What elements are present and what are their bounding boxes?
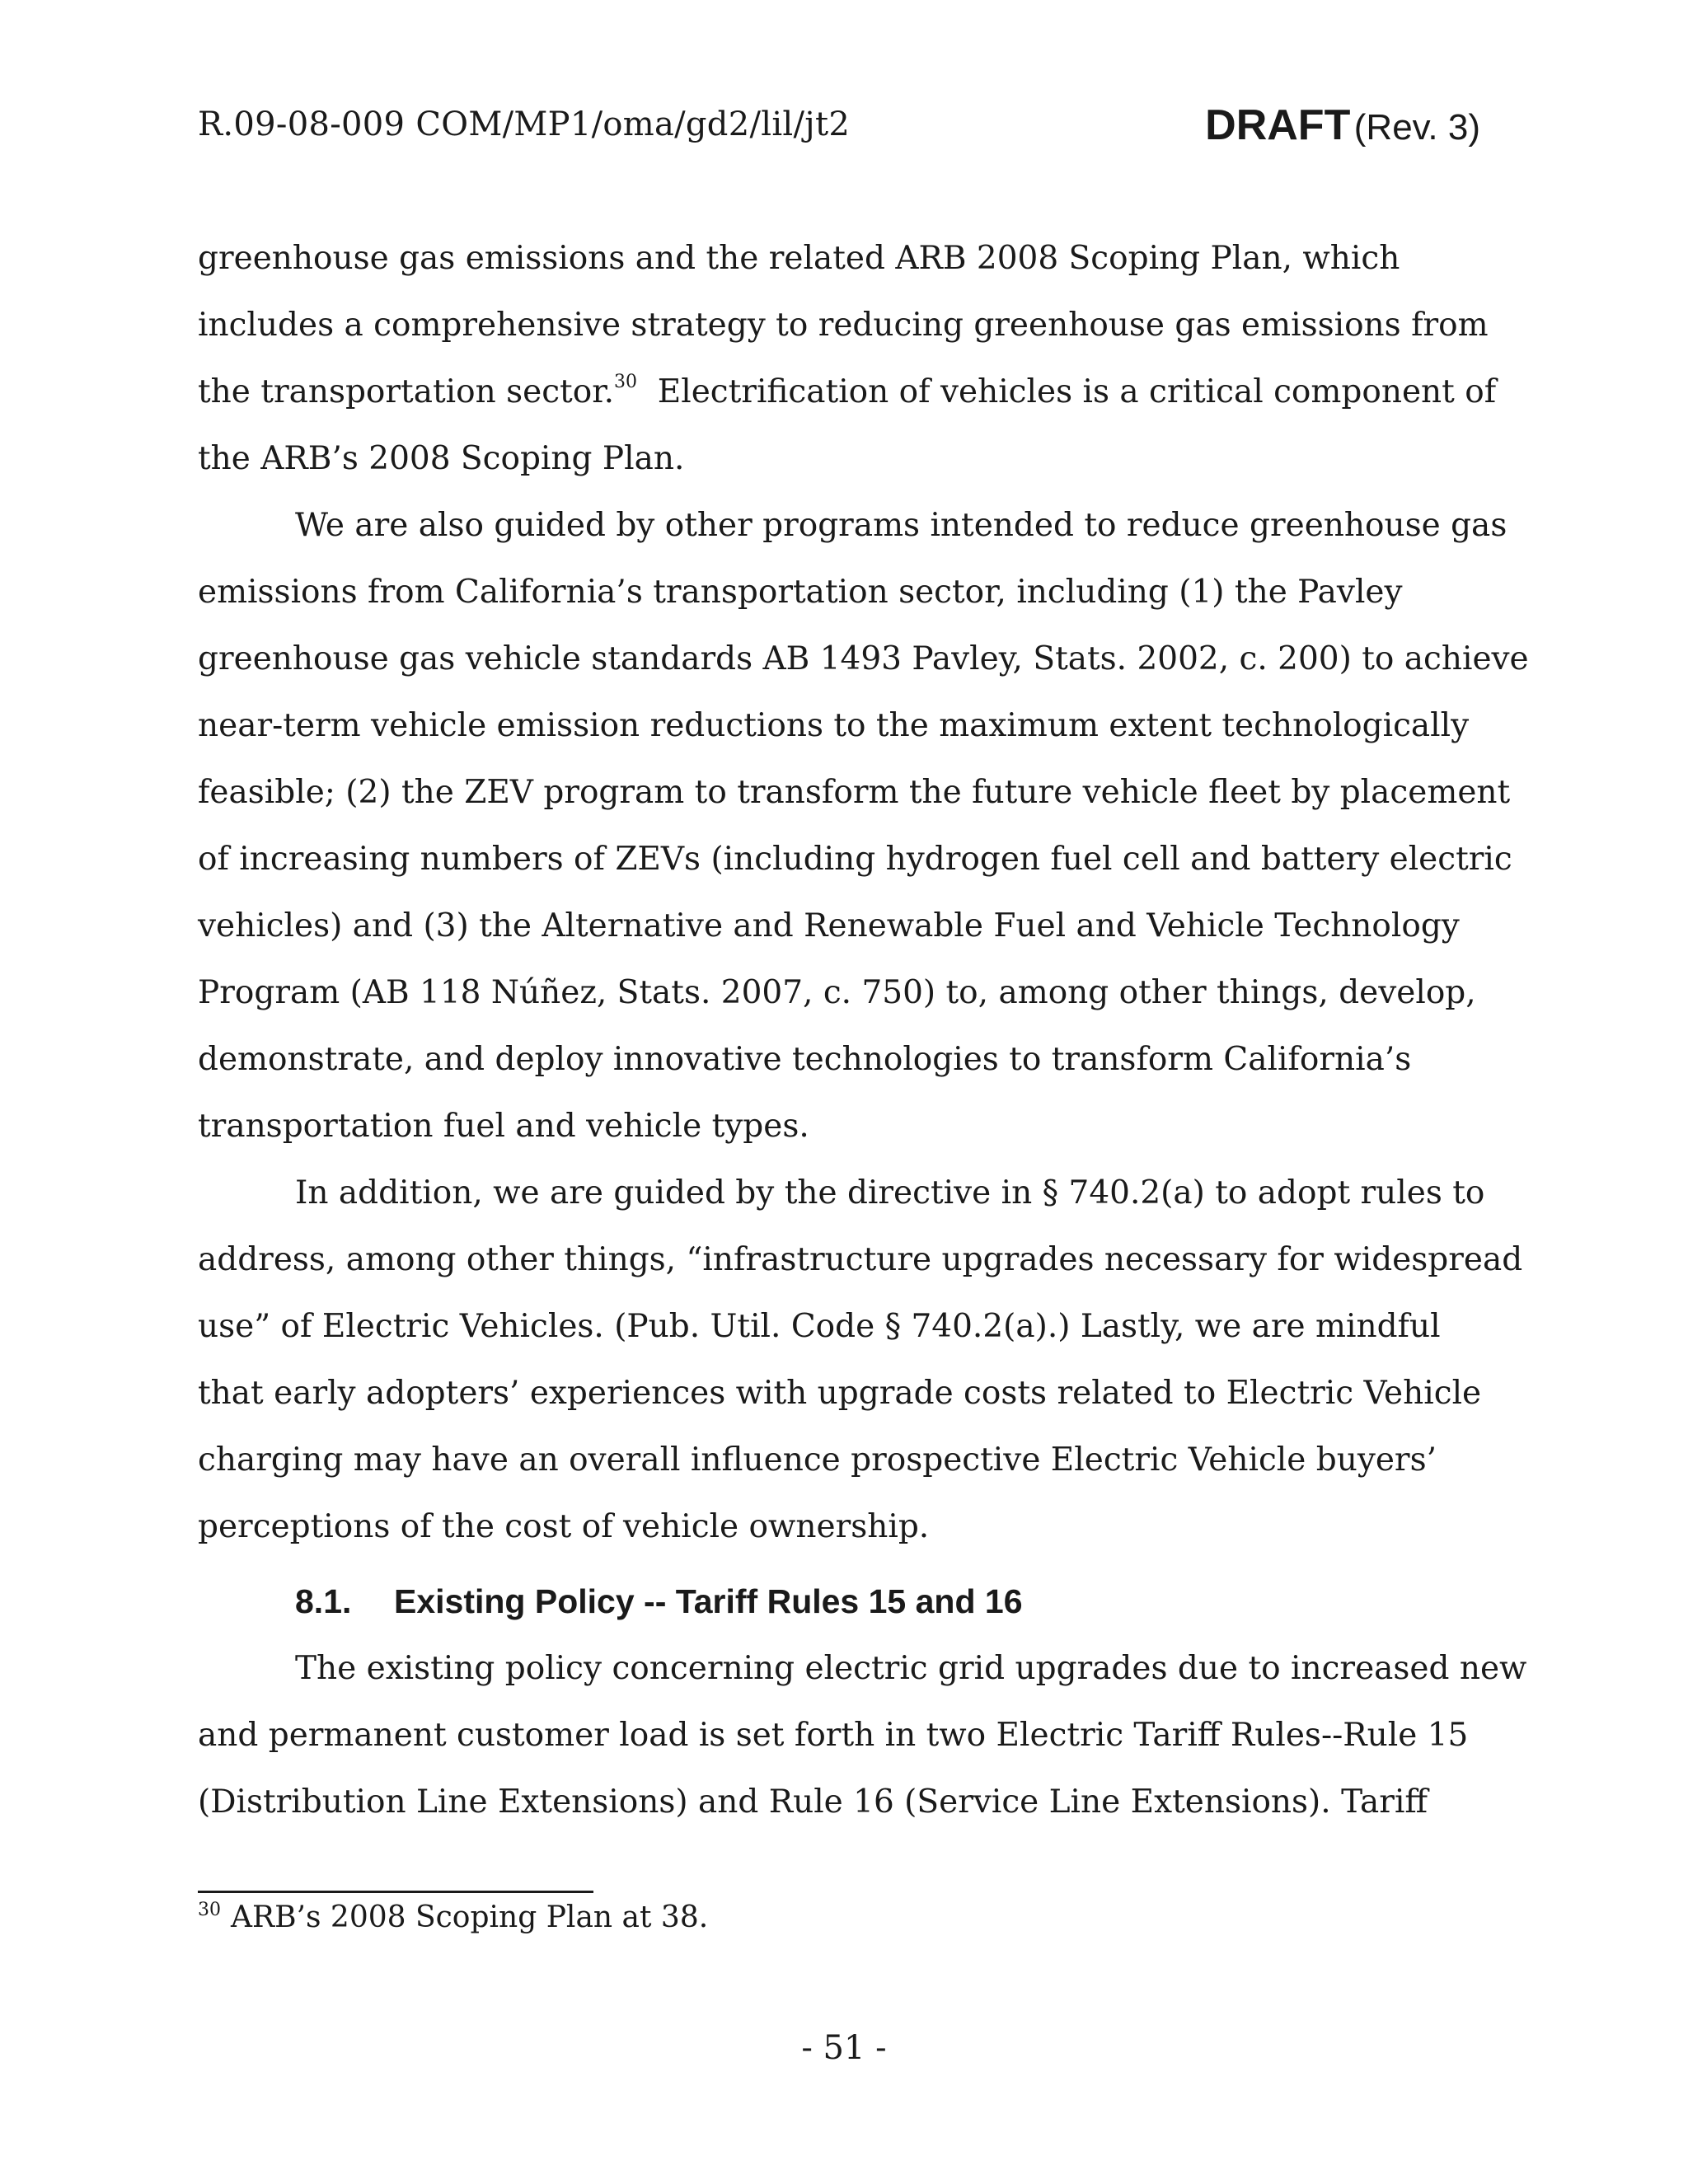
section-title: Existing Policy -- Tariff Rules 15 and 16 bbox=[394, 1582, 1023, 1620]
footnote-reference[interactable]: 30 bbox=[613, 372, 637, 392]
section-number: 8.1. bbox=[295, 1582, 352, 1620]
text-line: that early adopters’ experiences with upgrade costs related to Electric Vehicle bbox=[198, 1375, 1482, 1412]
text-line: near-term vehicle emission reductions to the maximum extent technologically bbox=[198, 707, 1470, 744]
paragraph-3 bbox=[198, 1160, 1523, 1560]
text-segment: the transportation sector. bbox=[198, 373, 614, 410]
text-line: vehicles) and (3) the Alternative and Renewable Fuel and Vehicle Technology bbox=[198, 907, 1460, 944]
text-line: and permanent customer load is set forth in two Electric Tariff Rules--Rule 15 bbox=[198, 1717, 1469, 1754]
text-line: transportation fuel and vehicle types. bbox=[198, 1108, 809, 1145]
text-line: greenhouse gas vehicle standards AB 1493 Pavley, Stats. 2002, c. 200) to achieve bbox=[198, 640, 1529, 677]
text-line: of increasing numbers of ZEVs (including hydrogen fuel cell and battery electric bbox=[198, 841, 1512, 878]
footnote bbox=[198, 1900, 708, 1934]
draft-label: DRAFT bbox=[1205, 101, 1351, 149]
text-line bbox=[198, 359, 1508, 425]
text-line: demonstrate, and deploy innovative technologies to transform California’s bbox=[198, 1041, 1412, 1078]
text-line: perceptions of the cost of vehicle ownership. bbox=[198, 1508, 930, 1545]
text-line: greenhouse gas emissions and the related ARB 2008 Scoping Plan, which bbox=[198, 240, 1400, 277]
footnote-text: ARB’s 2008 Scoping Plan at 38. bbox=[231, 1900, 709, 1934]
text-line: The existing policy concerning electric grid upgrades due to increased new bbox=[295, 1650, 1527, 1687]
text-line: In addition, we are guided by the directive in § 740.2(a) to adopt rules to bbox=[295, 1174, 1485, 1212]
text-line: address, among other things, “infrastructure upgrades necessary for widespread bbox=[198, 1241, 1523, 1278]
page-number: - 51 - bbox=[801, 2029, 887, 2067]
text-line: We are also guided by other programs intended to reduce greenhouse gas bbox=[295, 507, 1507, 544]
text-line: feasible; (2) the ZEV program to transform the future vehicle fleet by placement bbox=[198, 774, 1511, 811]
text-line: Program (AB 118 Núñez, Stats. 2007, c. 750) to, among other things, develop, bbox=[198, 974, 1476, 1011]
text-line: the ARB’s 2008 Scoping Plan. bbox=[198, 440, 685, 477]
text-line: (Distribution Line Extensions) and Rule 16 (Service Line Extensions). Tariff bbox=[198, 1783, 1428, 1821]
text-segment: Electrification of vehicles is a critical component of bbox=[636, 373, 1497, 410]
draft-header bbox=[1205, 101, 1480, 150]
footnote-separator bbox=[198, 1891, 593, 1893]
paragraph-1 bbox=[198, 225, 1508, 492]
paragraph-2 bbox=[198, 492, 1529, 1160]
paragraph-4 bbox=[198, 1635, 1527, 1835]
text-line: use” of Electric Vehicles. (Pub. Util. Code § 740.2(a).) Lastly, we are mindful bbox=[198, 1308, 1441, 1345]
text-line: includes a comprehensive strategy to reducing greenhouse gas emissions from bbox=[198, 307, 1489, 344]
revision-label: (Rev. 3) bbox=[1353, 107, 1480, 148]
docket-header: R.09-08-009 COM/MP1/oma/gd2/lil/jt2 bbox=[198, 105, 851, 143]
footnote-number: 30 bbox=[198, 1900, 221, 1920]
text-line: charging may have an overall influence prospective Electric Vehicle buyers’ bbox=[198, 1441, 1437, 1479]
section-heading bbox=[198, 1582, 1606, 1621]
text-line: emissions from California’s transportation sector, including (1) the Pavley bbox=[198, 574, 1403, 611]
